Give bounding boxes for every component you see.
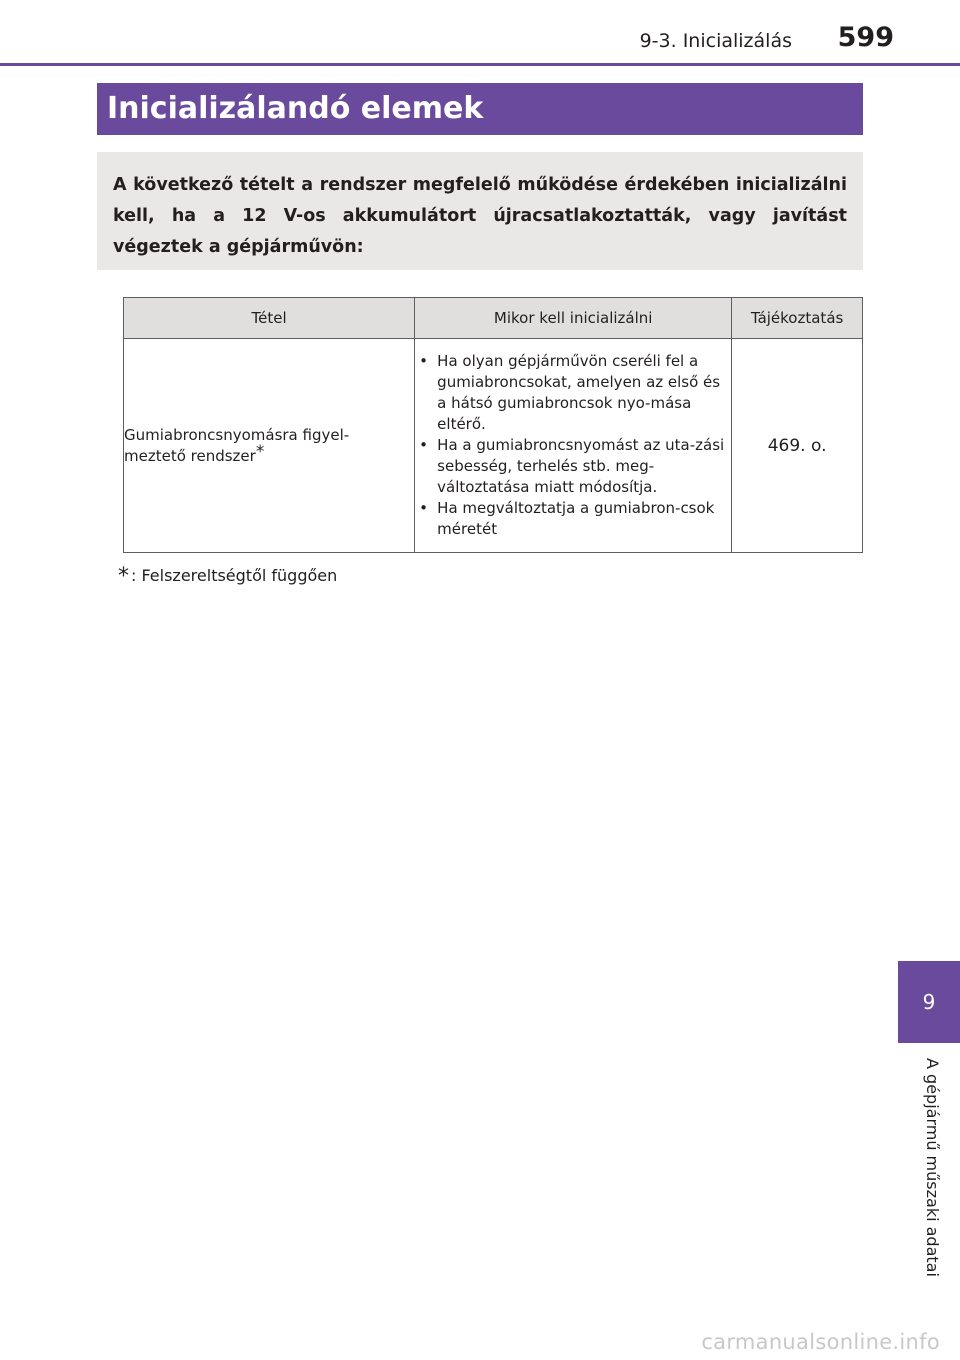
condition-list bbox=[415, 351, 731, 540]
table-row bbox=[124, 339, 863, 553]
bullet-icon: • bbox=[419, 352, 429, 370]
footnote-text: : Felszereltségtől függően bbox=[131, 566, 338, 585]
chapter-label: A gépjármű műszaki adatai bbox=[923, 1058, 942, 1277]
chapter-number: 9 bbox=[922, 990, 936, 1014]
table-header-row bbox=[124, 298, 863, 339]
column-header-item: Tétel bbox=[124, 298, 415, 339]
watermark-text: carmanualsonline.info bbox=[701, 1330, 940, 1354]
page-number: 599 bbox=[837, 22, 894, 53]
footnote bbox=[118, 564, 337, 589]
footnote-asterisk: * bbox=[118, 564, 129, 589]
column-header-reference: Tájékoztatás bbox=[732, 298, 863, 339]
initialization-table bbox=[123, 297, 863, 553]
cell-when bbox=[415, 339, 732, 553]
list-item bbox=[415, 498, 731, 540]
section-title: 9-3. Inicializálás bbox=[639, 30, 792, 52]
chapter-tab bbox=[898, 961, 960, 1043]
header-rule bbox=[0, 63, 960, 66]
column-header-when: Mikor kell inicializálni bbox=[415, 298, 732, 339]
intro-text: A következő tételt a rendszer megfelelő működése érdekében inicializálni kell, ha a 12 V-os akkumulátort újracsatlakoztatták, vagy javítást végeztek a gépjárművön: bbox=[113, 175, 847, 257]
title-bar bbox=[97, 83, 863, 135]
page-heading: Inicializálandó elemek bbox=[107, 91, 484, 126]
bullet-icon: • bbox=[419, 436, 429, 454]
intro-box bbox=[97, 152, 863, 270]
list-item bbox=[415, 351, 731, 435]
list-item bbox=[415, 435, 731, 498]
condition-text: Ha olyan gépjárművön cseréli fel a gumiabroncsokat, amelyen az első és a hátsó gumiabroncsok nyo-mása eltérő. bbox=[437, 352, 721, 433]
condition-text: Ha megváltoztatja a gumiabron-csok méretét bbox=[437, 499, 715, 538]
item-name-line1: Gumiabroncsnyomásra figyel- bbox=[124, 425, 350, 444]
bullet-icon: • bbox=[419, 499, 429, 517]
asterisk-mark: * bbox=[255, 441, 265, 462]
cell-item bbox=[124, 339, 415, 553]
condition-text: Ha a gumiabroncsnyomást az uta-zási sebesség, terhelés stb. meg-változtatása miatt módosítja. bbox=[437, 436, 725, 496]
cell-reference: 469. o. bbox=[732, 339, 863, 553]
item-name-line2: meztető rendszer bbox=[124, 446, 256, 465]
